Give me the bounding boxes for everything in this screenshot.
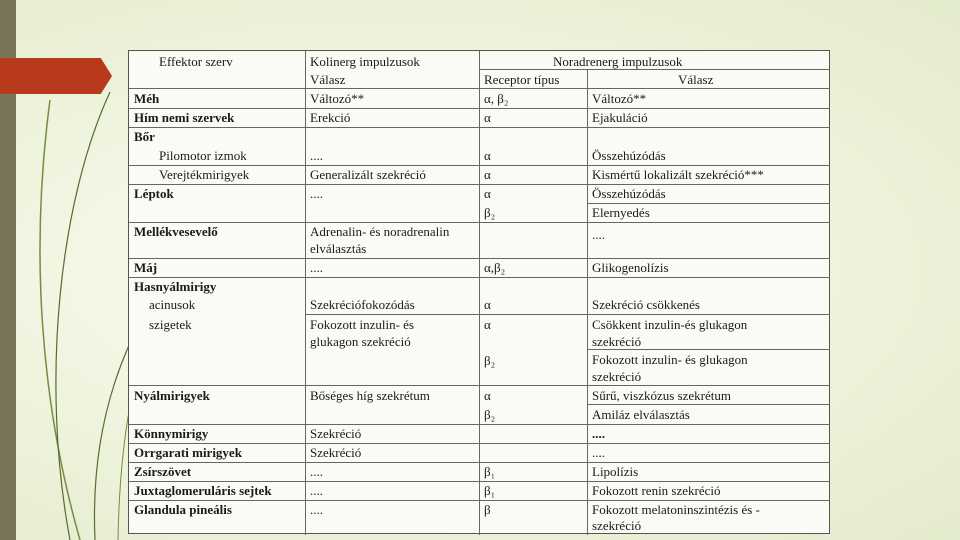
header-response2: Válasz [678, 72, 714, 87]
header-response: Válasz [310, 72, 346, 87]
chol-him: Erekció [310, 110, 351, 125]
rec-acinusok: α [484, 297, 491, 312]
nor-leptok-1: Összehúzódás [592, 186, 666, 201]
organ-verej: Verejtékmirigyek [159, 167, 250, 182]
red-arrow-tab [0, 58, 112, 94]
rec-nyal-2: β₂ [484, 407, 496, 422]
organ-zsir: Zsírszövet [134, 464, 192, 479]
nor-nyal-2: Amiláz elválasztás [592, 407, 690, 422]
organ-glandula: Glandula pineális [134, 502, 232, 517]
chol-meh: Változó** [310, 91, 365, 106]
organ-szigetek: szigetek [149, 317, 192, 332]
chol-mellek-1: Adrenalin- és noradrenalin [310, 224, 450, 239]
chol-konny: Szekréció [310, 426, 362, 441]
nor-orrgar: .... [592, 445, 605, 460]
effector-table [128, 50, 830, 534]
header-receptor-type: Receptor típus [484, 72, 560, 87]
organ-hasny: Hasnyálmirigy [134, 279, 217, 294]
chol-mellek-2: elválasztás [310, 241, 367, 256]
nor-glandula-2: szekréció [592, 518, 642, 533]
chol-leptok: .... [310, 186, 323, 201]
rec-glandula: β [484, 502, 491, 517]
organ-konny: Könnymirigy [134, 426, 209, 441]
chol-glandula: .... [310, 502, 323, 517]
header-cholinergic: Kolinerg impulzusok [310, 54, 420, 69]
organ-acinusok: acinusok [149, 297, 196, 312]
nor-juxta: Fokozott renin szekréció [592, 483, 721, 498]
rec-juxta: β₁ [484, 483, 496, 498]
organ-orrgar: Orrgarati mirigyek [134, 445, 242, 460]
chol-juxta: .... [310, 483, 323, 498]
rec-him: α [484, 110, 491, 125]
chol-nyal: Bőséges híg szekrétum [310, 388, 430, 403]
organ-juxta: Juxtaglomeruláris sejtek [134, 483, 272, 498]
rec-leptok-1: α [484, 186, 491, 201]
organ-meh: Méh [134, 91, 160, 106]
nor-konny: .... [592, 426, 605, 441]
organ-leptok: Léptok [134, 186, 174, 201]
nor-mellek: .... [592, 227, 605, 242]
chol-acinusok: Szekréciófokozódás [310, 297, 415, 312]
nor-szigetek-1b: szekréció [592, 334, 642, 349]
nor-szigetek-1a: Csökkent inzulin-és glukagon [592, 317, 748, 332]
nor-leptok-2: Elernyedés [592, 205, 650, 220]
chol-szigetek-2: glukagon szekréció [310, 334, 411, 349]
organ-mellek: Mellékvesevelő [134, 224, 218, 239]
nor-meh: Változó** [592, 91, 647, 106]
header-effector: Effektor szerv [159, 54, 233, 69]
organ-him: Hím nemi szervek [134, 110, 235, 125]
nor-glandula-1: Fokozott melatoninszintézis és - [592, 502, 760, 517]
nor-acinusok: Szekréció csökkenés [592, 297, 700, 312]
rec-meh: α, β₂ [484, 91, 509, 106]
organ-maj: Máj [134, 260, 158, 275]
rec-leptok-2: β₂ [484, 205, 496, 220]
rec-maj: α,β₂ [484, 260, 506, 275]
nor-pilo: Összehúzódás [592, 148, 666, 163]
nor-szigetek-2b: szekréció [592, 369, 642, 384]
organ-bor: Bőr [134, 129, 155, 144]
chol-szigetek-1: Fokozott inzulin- és [310, 317, 414, 332]
nor-verej: Kismértű lokalizált szekréció*** [592, 167, 764, 182]
rec-verej: α [484, 167, 491, 182]
nor-him: Ejakuláció [592, 110, 648, 125]
organ-nyal: Nyálmirigyek [134, 388, 210, 403]
rec-pilo: α [484, 148, 491, 163]
nor-szigetek-2a: Fokozott inzulin- és glukagon [592, 352, 748, 367]
header-noradrenergic: Noradrenerg impulzusok [553, 54, 683, 69]
nor-maj: Glikogenolízis [592, 260, 669, 275]
nor-zsir: Lipolízis [592, 464, 639, 479]
rec-szigetek-1: α [484, 317, 491, 332]
chol-zsir: .... [310, 464, 323, 479]
chol-verej: Generalizált szekréció [310, 167, 426, 182]
chol-orrgar: Szekréció [310, 445, 362, 460]
chol-maj: .... [310, 260, 323, 275]
rec-zsir: β₁ [484, 464, 496, 479]
organ-pilo: Pilomotor izmok [159, 148, 247, 163]
rec-szigetek-2: β₂ [484, 353, 496, 368]
chol-pilo: .... [310, 148, 323, 163]
rec-nyal-1: α [484, 388, 491, 403]
nor-nyal-1: Sűrű, viszkózus szekrétum [592, 388, 732, 403]
